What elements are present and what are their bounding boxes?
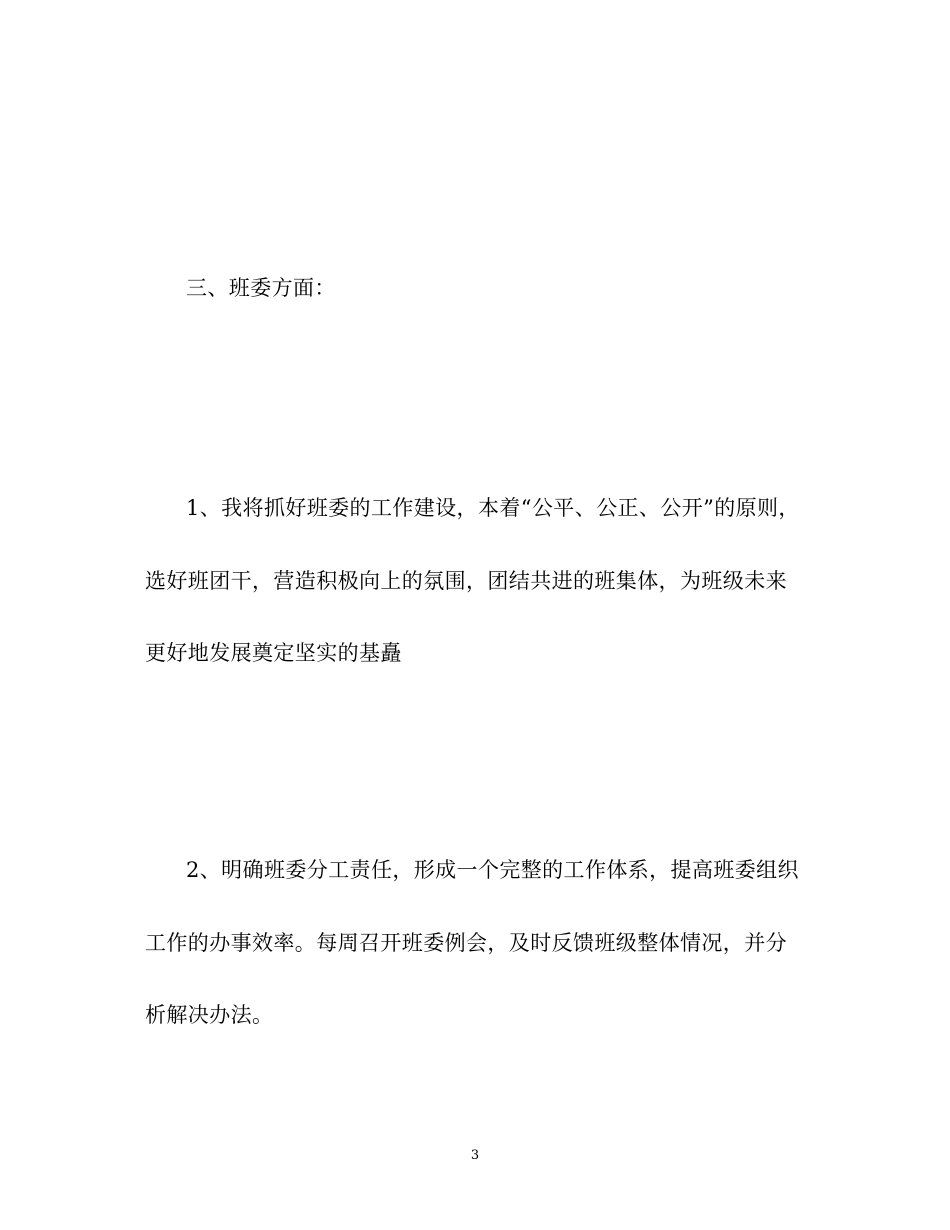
paragraph-1-line-1: 1、我将抓好班委的工作建设，本着“公平、公正、公开”的原则，	[186, 496, 800, 520]
section-heading: 三、班委方面：	[186, 276, 336, 300]
paragraph-2-line-1: 2、明确班委分工责任，形成一个完整的工作体系，提高班委组织	[186, 858, 799, 882]
paragraph-2-line-3: 析解决办法。	[145, 1003, 274, 1027]
paragraph-2-line-2: 工作的办事效率。每周召开班委例会，及时反馈班级整体情况，并分	[145, 931, 787, 955]
page-number: 3	[470, 1148, 480, 1163]
paragraph-1-line-3: 更好地发展奠定坚实的基矗	[145, 641, 402, 665]
paragraph-1-line-2: 选好班团干，营造积极向上的氛围，团结共进的班集体，为班级未来	[145, 569, 787, 593]
